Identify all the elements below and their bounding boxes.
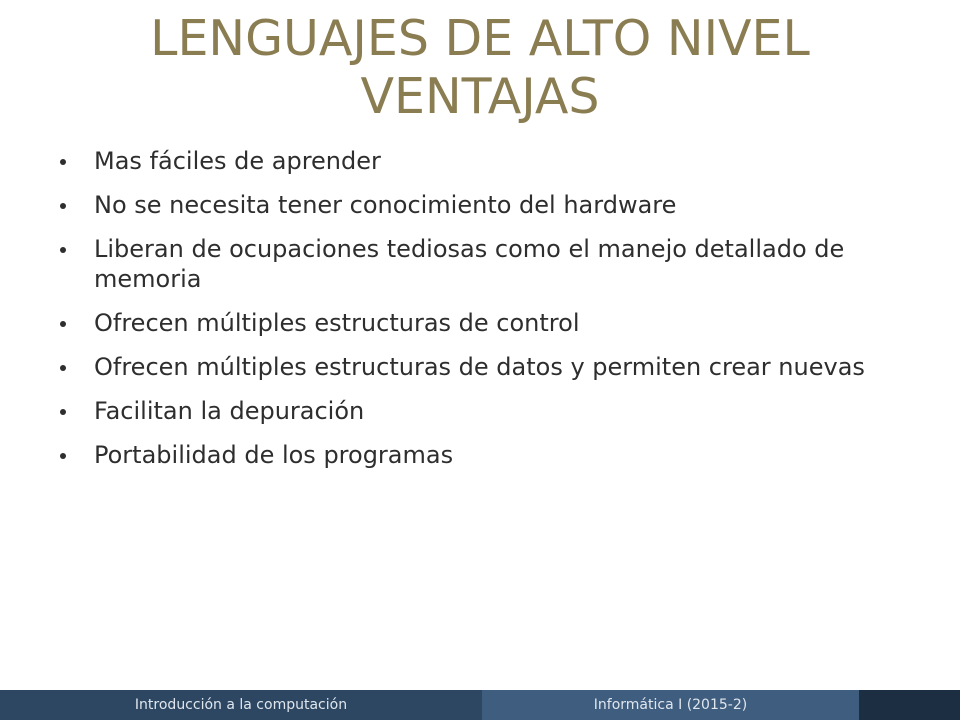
slide-title bbox=[0, 10, 960, 126]
bullet-dot-icon bbox=[60, 203, 66, 209]
bullet-text: Ofrecen múltiples estructuras de datos y permiten crear nuevas bbox=[94, 353, 865, 381]
bullet-text: Ofrecen múltiples estructuras de control bbox=[94, 309, 580, 337]
bullet-dot-icon bbox=[60, 453, 66, 459]
bullet-dot-icon bbox=[60, 409, 66, 415]
bullet-text: Mas fáciles de aprender bbox=[94, 147, 381, 175]
bullet-text: Facilitan la depuración bbox=[94, 397, 365, 425]
footer-course-label: Introducción a la computación bbox=[134, 697, 348, 713]
bullet-item bbox=[58, 396, 908, 426]
bullet-item bbox=[58, 146, 908, 176]
footer-course-segment bbox=[0, 690, 482, 720]
bullet-text: Liberan de ocupaciones tediosas como el manejo detallado de memoria bbox=[94, 235, 845, 293]
bullet-text: No se necesita tener conocimiento del hardware bbox=[94, 191, 677, 219]
bullet-item bbox=[58, 234, 908, 294]
bullet-dot-icon bbox=[60, 159, 66, 165]
bullet-dot-icon bbox=[60, 247, 66, 253]
footer-term-label: Informática I (2015-2) bbox=[593, 697, 748, 713]
bullet-list bbox=[58, 146, 908, 484]
footer-term-segment bbox=[482, 690, 859, 720]
footer-bar bbox=[0, 690, 960, 720]
footer-end-segment bbox=[859, 690, 960, 720]
slide-title-line-2: VENTAJAS bbox=[360, 68, 600, 125]
bullet-item bbox=[58, 308, 908, 338]
bullet-dot-icon bbox=[60, 365, 66, 371]
bullet-dot-icon bbox=[60, 321, 66, 327]
bullet-item bbox=[58, 190, 908, 220]
slide-title-line-1: LENGUAJES DE ALTO NIVEL bbox=[150, 10, 810, 67]
bullet-item bbox=[58, 352, 908, 382]
bullet-text: Portabilidad de los programas bbox=[94, 441, 454, 469]
bullet-item bbox=[58, 440, 908, 470]
